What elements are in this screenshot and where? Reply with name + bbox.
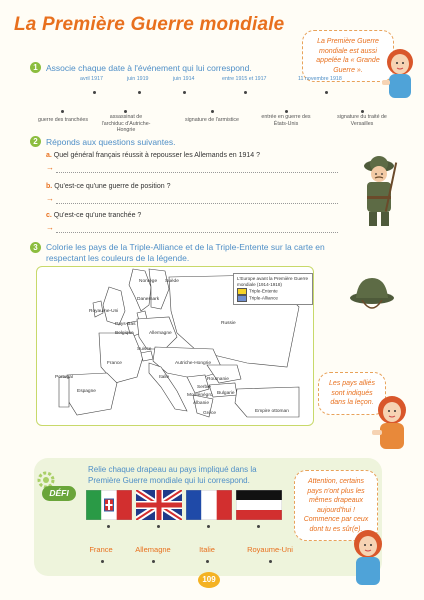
question-2-instruction: Réponds aux questions suivantes. <box>46 137 176 147</box>
legend-swatch-entente <box>237 288 247 295</box>
map-label: Bulgarie <box>217 391 235 396</box>
event-dot[interactable] <box>285 110 288 113</box>
flag-dot[interactable] <box>257 525 260 528</box>
map-label: Portugal <box>55 375 73 380</box>
country-dot[interactable] <box>101 560 104 563</box>
question-number-1: 1 <box>30 62 41 73</box>
event-dot[interactable] <box>211 110 214 113</box>
map-region-royaume-uni <box>103 287 125 325</box>
flag-france <box>186 490 232 520</box>
map-label: Albanie <box>193 401 210 406</box>
map-label: France <box>107 361 122 366</box>
country-label: Italie <box>199 545 215 554</box>
flag-dot[interactable] <box>157 525 160 528</box>
legend-item-alliance: Triple-Alliance <box>237 295 309 302</box>
map-legend <box>233 273 313 305</box>
date-dot[interactable] <box>138 91 141 94</box>
helmet-illustration <box>348 272 396 320</box>
legend-swatch-alliance <box>237 295 247 302</box>
answer-arrow: → <box>46 194 54 203</box>
woman-illustration <box>370 390 414 450</box>
map-label: Grèce <box>203 411 217 416</box>
country-label: Allemagne <box>135 545 171 554</box>
girl-illustration <box>378 44 422 100</box>
event-dot[interactable] <box>124 110 127 113</box>
map-label: Suisse <box>137 347 152 352</box>
event-label: signature de l'armistice <box>184 117 239 123</box>
legend-title: L'Europe avant la Première Guerre mondiale (1914-1918) <box>237 276 309 287</box>
event-label: signature du traité de Versailles <box>337 114 387 127</box>
date-dot[interactable] <box>93 91 96 94</box>
speech-bubble-bottom: Attention, certains pays n'ont plus les mêmes drapeaux aujourd'hui ! Commence par ceux dont tu es sûr(e). <box>294 470 378 541</box>
defi-badge: DÉFI <box>42 486 76 501</box>
country-dot[interactable] <box>206 560 209 563</box>
question-3-instruction: Colorie les pays de la Triple-Alliance et de la Triple-Entente sur la carte en respectant les couleurs de la légende. <box>46 242 325 263</box>
date-dot[interactable] <box>244 91 247 94</box>
date-label: juin 1919 <box>127 76 149 82</box>
map-label: Allemagne <box>149 331 172 336</box>
map-label: Belgique <box>115 331 134 336</box>
speech-bubble-top: La Première Guerre mondiale est aussi appelée la « Grande Guerre ». <box>302 30 394 82</box>
event-label: guerre des tranchées <box>37 117 89 123</box>
page-number: 109 <box>198 572 220 588</box>
question-number-3: 3 <box>30 242 41 253</box>
answer-line-a[interactable] <box>56 172 338 173</box>
event-label: assassinat de l'archiduc d'Autriche-Hongrie <box>101 114 151 133</box>
date-label: juin 1914 <box>173 76 195 82</box>
soldier-illustration <box>352 152 406 232</box>
map-label: Monténégro <box>187 393 213 398</box>
event-dot[interactable] <box>361 110 364 113</box>
question-number-2: 2 <box>30 136 41 147</box>
map-label: Suède <box>165 279 179 284</box>
map-label: Norvège <box>139 279 158 284</box>
country-label: Royaume-Uni <box>247 545 293 554</box>
legend-item-entente: Triple-Entente <box>237 288 309 295</box>
map-label: Roumanie <box>207 377 229 382</box>
country-label: France <box>89 545 113 554</box>
answer-arrow: → <box>46 163 54 172</box>
map-region-suede <box>149 269 169 309</box>
speech-bubble-mid: Les pays alliés sont indiqués dans la leçon. <box>318 372 386 415</box>
question-a: a. Quel général français réussit à repousser les Allemands en 1914 ? <box>46 152 261 159</box>
answer-line-c[interactable] <box>56 232 338 233</box>
flag-dot[interactable] <box>207 525 210 528</box>
map-region-suisse <box>141 351 153 361</box>
country-dot[interactable] <box>152 560 155 563</box>
question-c: c. Qu'est-ce qu'une tranchée ? <box>46 212 142 219</box>
date-dot[interactable] <box>183 91 186 94</box>
map-label: Royaume-Uni <box>89 309 119 314</box>
event-label: entrée en guerre des États-Unis <box>261 114 311 127</box>
map-region-serbie <box>187 375 209 393</box>
map-region-portugal <box>59 377 69 407</box>
page-title: La Première Guerre mondiale <box>14 14 285 35</box>
country-dot[interactable] <box>269 560 272 563</box>
map-label: Danemark <box>137 297 160 302</box>
girl-bottom-illustration <box>346 526 390 588</box>
map-label: Pays-Bas <box>115 322 136 327</box>
answer-arrow: → <box>46 223 54 232</box>
date-label: 11 novembre 1918 <box>298 76 342 82</box>
flag-italy-kingdom <box>86 490 132 520</box>
map-label: Italie <box>159 375 170 380</box>
defi-instruction: Relie chaque drapeau au pays impliqué dans la Première Guerre mondiale qui lui correspond. <box>88 465 257 485</box>
flag-united-kingdom <box>136 490 182 520</box>
map-label: Espagne <box>77 389 96 394</box>
flag-german-empire <box>236 490 282 520</box>
event-dot[interactable] <box>61 110 64 113</box>
map-label: Serbie <box>197 385 211 390</box>
question-b: b. Qu'est-ce qu'une guerre de position ? <box>46 183 171 190</box>
answer-line-b[interactable] <box>56 203 338 204</box>
europe-map <box>36 266 314 426</box>
date-label: entre 1915 et 1917 <box>222 76 267 82</box>
map-label: Russie <box>221 321 236 326</box>
date-label: avril 1917 <box>80 76 103 82</box>
map-region-norvege <box>129 269 151 311</box>
map-region-espagne <box>67 373 117 415</box>
question-1-instruction: Associe chaque date à l'événement qui lui correspond. <box>46 63 252 73</box>
map-label: Autriche-Hongrie <box>175 361 211 366</box>
flag-dot[interactable] <box>107 525 110 528</box>
date-dot[interactable] <box>325 91 328 94</box>
map-label: Empire ottoman <box>255 409 289 414</box>
